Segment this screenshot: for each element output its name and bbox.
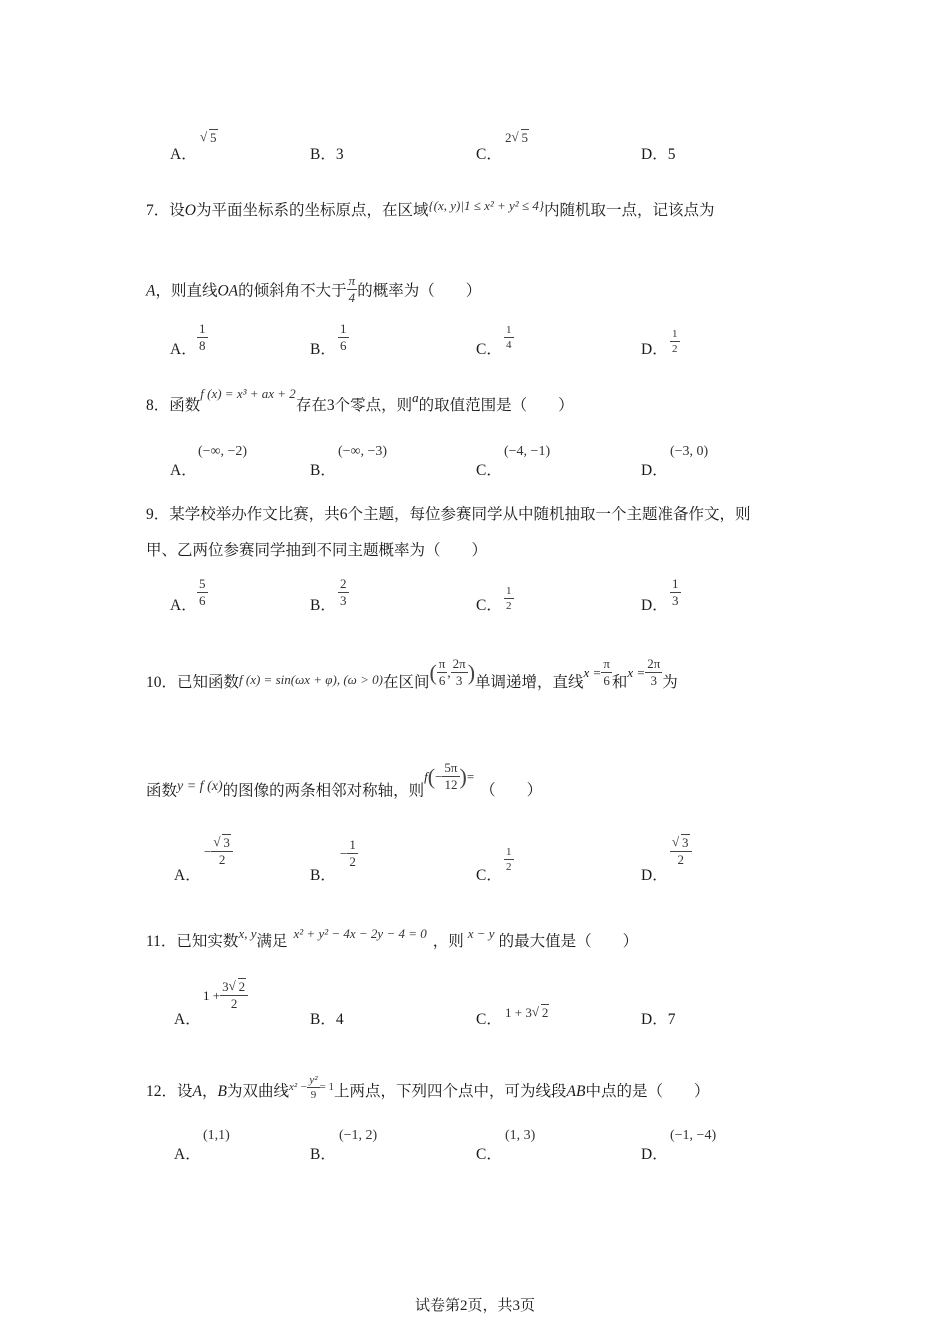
q8-option-a-value: (−∞, −2) xyxy=(198,444,248,459)
q9-line1: 9．某学校举办作文比赛，共6个主题，每位参赛同学从中随机抽取一个主题准备作文，则 xyxy=(146,506,751,523)
q6-options xyxy=(0,130,950,163)
q9-option-a: A． xyxy=(170,597,197,614)
q11-option-a-value: 1 + $\frac{3√ 2}{2}$ xyxy=(203,980,248,1012)
q7-option-d: D． xyxy=(641,341,668,358)
q9-options xyxy=(0,576,950,614)
q10-line-x2: x = $\frac{2\pi}{3}$ xyxy=(627,655,661,688)
page-footer: 试卷第2页，共3页 xyxy=(414,1298,535,1314)
q10-function: f (x) = sin(ωx + φ), (ω > 0) xyxy=(239,671,383,687)
q7-option-d-value: $\frac{1}{2}$ xyxy=(672,328,678,356)
q12-option-d-value: (−1, −4) xyxy=(670,1128,717,1143)
q12-options xyxy=(0,1128,950,1163)
q9-option-a-value: $\frac{5}{6}$ xyxy=(199,576,206,609)
q12-option-c: C． xyxy=(476,1146,502,1163)
q7-option-b: B． xyxy=(310,341,336,358)
q9-option-d-value: $\frac{1}{3}$ xyxy=(672,576,679,609)
q10-options xyxy=(0,835,950,884)
q9-option-c-value: $\frac{1}{2}$ xyxy=(506,585,512,613)
q9-line2: 甲、乙两位参赛同学抽到不同主题概率为（ ） xyxy=(146,542,488,559)
q10-option-d-value: √ $\frac{3}{2}$ xyxy=(670,836,692,868)
q7-pi-over-4: $\frac{\pi}{4}$ xyxy=(348,273,356,306)
q10-interval: ( $\frac{\pi}{6}$ , $\frac{2\pi}{3}$ ) xyxy=(429,656,476,689)
q7-option-b-value: $\frac{1}{6}$ xyxy=(340,321,347,354)
q7-line2: A，则直线OA的倾斜角不大于 $\frac{\pi}{4}$ 的概率为（ ） xyxy=(146,273,482,306)
q8-option-a: A． xyxy=(170,462,197,479)
q6-option-a: A． xyxy=(170,146,197,163)
q11-option-a: A． xyxy=(174,1011,201,1028)
q12-hyperbola: x² − $\frac{\text{y²}}{9}$ = 1 xyxy=(288,1074,334,1102)
q9-option-c: C． xyxy=(476,597,502,614)
q7-region: {(x, y)|1 ≤ x² + y² ≤ 4} xyxy=(428,198,545,213)
q12-stem: 12．设A，B为双曲线 x² − $\frac{\text{y²}}{9}$ = 1 上两点，下列四个点中，可为线段AB中点的是（ ） xyxy=(146,1074,710,1102)
q8-option-d-value: (−3, 0) xyxy=(670,444,709,459)
q8-option-c: C． xyxy=(476,462,502,479)
q11-stem: 11．已知实数$^{x, y}$满足 $^{x^2 + y^2 - 4x - 2y - 4 = 0}$ ，则 $^{x - y}$ 的最大值是（ ） xyxy=(146,926,639,950)
q11-equation: x² + y² − 4x − 2y − 4 = 0 xyxy=(293,926,427,941)
q10-option-c-value: $\frac{1}{2}$ xyxy=(506,846,512,874)
q12-option-c-value: (1, 3) xyxy=(505,1128,536,1143)
q11-options xyxy=(0,979,950,1028)
q10-line2: 函数y = f (x)的图像的两条相邻对称轴，则 f ( − $\frac{5\pi}{12}$ ) = （ ） xyxy=(146,760,543,800)
q7-line1: 7．设O为平面坐标系的坐标原点，在区域$^{\{(x, y)|1 \le x^2 + y^2 \le 4\}}$内随机取一点，记该点为 xyxy=(146,198,715,219)
q9-option-d: D． xyxy=(641,597,668,614)
q10-option-a: A． xyxy=(174,867,201,884)
q12-option-b-value: (−1, 2) xyxy=(339,1128,378,1143)
q8-option-d: D． xyxy=(641,462,668,479)
q8-option-b: B． xyxy=(310,462,336,479)
q7-option-a-value: $\frac{1}{8}$ xyxy=(199,321,206,354)
q12-option-a: A． xyxy=(174,1146,201,1163)
q6-option-c: C． xyxy=(476,146,502,163)
q8-option-c-value: (−4, −1) xyxy=(504,444,551,459)
q12-option-d: D． xyxy=(641,1146,668,1163)
q10-option-a-value: − √ $\frac{3}{2}$ xyxy=(204,836,233,868)
q9-option-b: B． xyxy=(310,597,336,614)
q6-option-a-value: √ 5 xyxy=(200,130,218,146)
q12-option-a-value: (1,1) xyxy=(203,1128,230,1143)
q10-option-b-value: − $\frac{1}{2}$ xyxy=(340,837,356,870)
q7-option-a: A． xyxy=(170,341,197,358)
q10-option-c: C． xyxy=(476,867,502,884)
q8-option-b-value: (−∞, −3) xyxy=(338,444,388,459)
q7-option-c: C． xyxy=(476,341,502,358)
q10-line-x1: x = $\frac{\pi}{6}$ xyxy=(583,655,610,688)
q11-option-c: C． xyxy=(476,1011,502,1028)
q8-function: f (x) = x³ + ax + 2 xyxy=(200,386,296,401)
q11-option-b: B．4 xyxy=(310,1011,344,1028)
q10-f-value: f ( − $\frac{5\pi}{12}$ ) = xyxy=(424,760,475,793)
q6-option-b: B．3 xyxy=(310,146,344,163)
q11-option-c-value: 1 + 3√ 2 xyxy=(505,1005,549,1021)
q6-option-d: D．5 xyxy=(641,146,676,163)
q11-option-d: D．7 xyxy=(641,1011,676,1028)
q10-option-d: D． xyxy=(641,867,668,884)
q9-option-b-value: $\frac{2}{3}$ xyxy=(340,576,347,609)
q6-option-c-value: 2√ 5 xyxy=(505,130,529,146)
q10-yfx: y = f (x) xyxy=(177,779,223,795)
q8-options xyxy=(0,444,950,479)
q8-stem: 8．函数$^{f (x) = x^3 + ax + 2}$存在3个零点，则$^a$的取值范围是（ ） xyxy=(146,386,574,414)
q12-option-b: B． xyxy=(310,1146,336,1163)
q10-option-b: B． xyxy=(310,867,336,884)
q7-options xyxy=(0,321,950,358)
q10-line1: 10．已知函数f (x) = sin(ωx + φ), (ω > 0)在区间 ( $\frac{\pi}{6}$ , $\frac{2\pi}{3}$ ) 单调递增，直线 x = $\frac{\pi}{6}$ 和 x = $\frac{2\pi}{3}$ 为 xyxy=(146,655,678,691)
q7-option-c-value: $\frac{1}{4}$ xyxy=(506,324,512,352)
